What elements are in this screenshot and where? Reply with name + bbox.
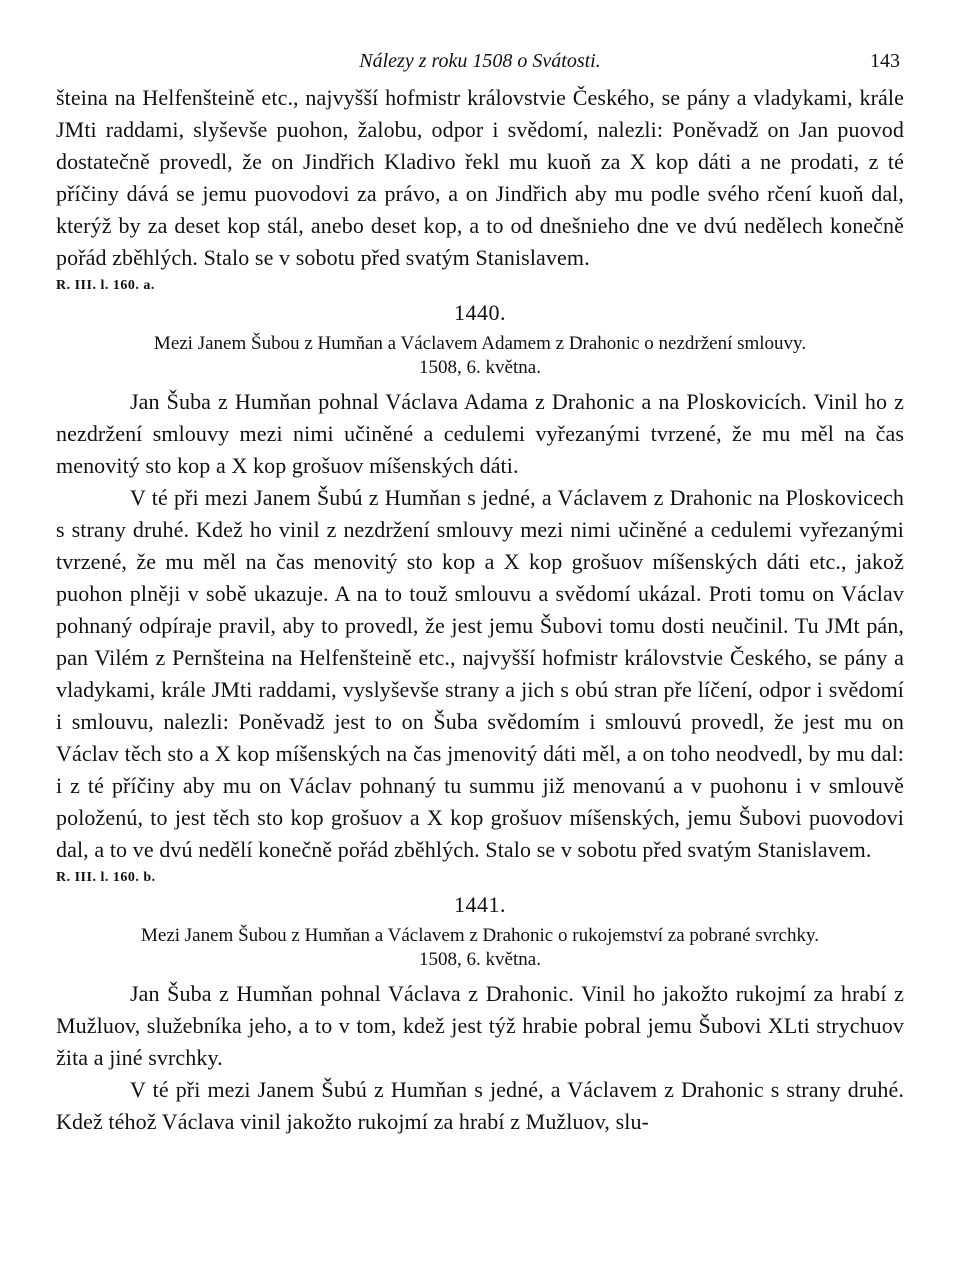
entry-heading: Mezi Janem Šubou z Humňan a Václavem z Drahonic o rukojemství za pobrané svrchky. (141, 925, 819, 946)
entry-paragraph: V té při mezi Janem Šubú z Humňan s jedné, a Václavem z Drahonic s strany druhé. Kdež téhož Václava vinil jakožto rukojmí za hrabí z Mužluov, slu- (56, 1077, 904, 1134)
page-number: 143 (870, 50, 900, 72)
entry-date: 1508, 6. května. (419, 357, 541, 378)
entry-paragraph: Jan Šuba z Humňan pohnal Václava Adama z Drahonic a na Ploskovicích. Vinil ho z nezdržení smlouvy mezi nimi učiněné a cedulemi vyřezanými tvrzené, že mu měl na čas menovitý sto kop a X kop grošuov míšenských dáti. (56, 389, 904, 478)
entry-paragraph: Jan Šuba z Humňan pohnal Václava z Drahonic. Vinil ho jakožto rukojmí za hrabí z Mužluov, služebníka jeho, a to v tom, kdež jest týž hrabie pobral jemu Šubovi XLti strychuov žita a jiné svrchky. (56, 981, 904, 1070)
archive-reference: R. III. l. 160. b. (56, 870, 156, 885)
running-header (56, 46, 904, 82)
running-title: Nálezy z roku 1508 o Svátosti. (359, 50, 601, 72)
entry-number: 1440. (454, 300, 506, 325)
entry-1441 (56, 892, 904, 1138)
entry-paragraph: V té při mezi Janem Šubú z Humňan s jedné, a Václavem z Drahonic na Ploskovicech s strany druhé. Kdež ho vinil z nezdržení smlouvy mezi nimi učiněné a cedulemi vyřezanými tvrzené, že mu měl na čas menovitý sto kop a X kop grošuov míšenských dáti etc., jakož puohon plněji v sobě ukazuje. A na to touž smlouvu a svědomí ukázal. Proti tomu on Václav pohnaný odpíraje pravil, aby to provedl, že jest jemu Šubovi tomu dosti neučinil. Tu JMt pán, pan Vilém z Pernšteina na Helfenšteině etc., najvyšší hofmistr královstvie Českého, se pány a vladykami, krále JMti raddami, vyslyševše strany a jich s obú stran pře líčení, odpor i svědomí i smlouvu, nalezli: Poněvadž jest to on Šuba svědomím i smlouvú provedl, že jest mu on Václav těch sto a X kop míšenských na čas jmenovitý dáti měl, a on toho neodvedl, by mu dal: i z té příčiny aby mu on Václav pohnaný tu summu již menovanú a v puohonu i v smlouvě položenú, to jest těch sto kop grošuov a X kop grošuov míšenských, jemu Šubovi puovodovi dal, a to ve dvú nedělí konečně pořád zběhlých. Stalo se v sobotu před svatým Stanislavem. (56, 485, 904, 862)
entry-number: 1441. (454, 892, 506, 917)
carryover-paragraph: šteina na Helfenšteině etc., najvyšší hofmistr královstvie Českého, se pány a vladykami, krále JMti raddami, slyševše puohon, žalobu, odpor i svědomí, nalezli: Poněvadž on Jan puovod dostatečně provedl, že on Jindřich Kladivo řekl mu kuoň za X kop dáti a ne prodati, z té příčiny dává se jemu puovodovi za právo, a on Jindřich aby mu podle svého rčení kuoň dal, kterýž by za deset kop stál, anebo deset kop, a to od dnešnieho dne ve dvú nedělech konečně pořád zběhlých. Stalo se v sobotu před svatým Stanislavem. (56, 85, 904, 270)
entry-1440 (56, 300, 904, 886)
entry-heading: Mezi Janem Šubou z Humňan a Václavem Adamem z Drahonic o nezdržení smlouvy. (153, 333, 807, 354)
entry-date: 1508, 6. května. (419, 949, 541, 970)
archive-reference: R. III. l. 160. a. (56, 278, 155, 293)
